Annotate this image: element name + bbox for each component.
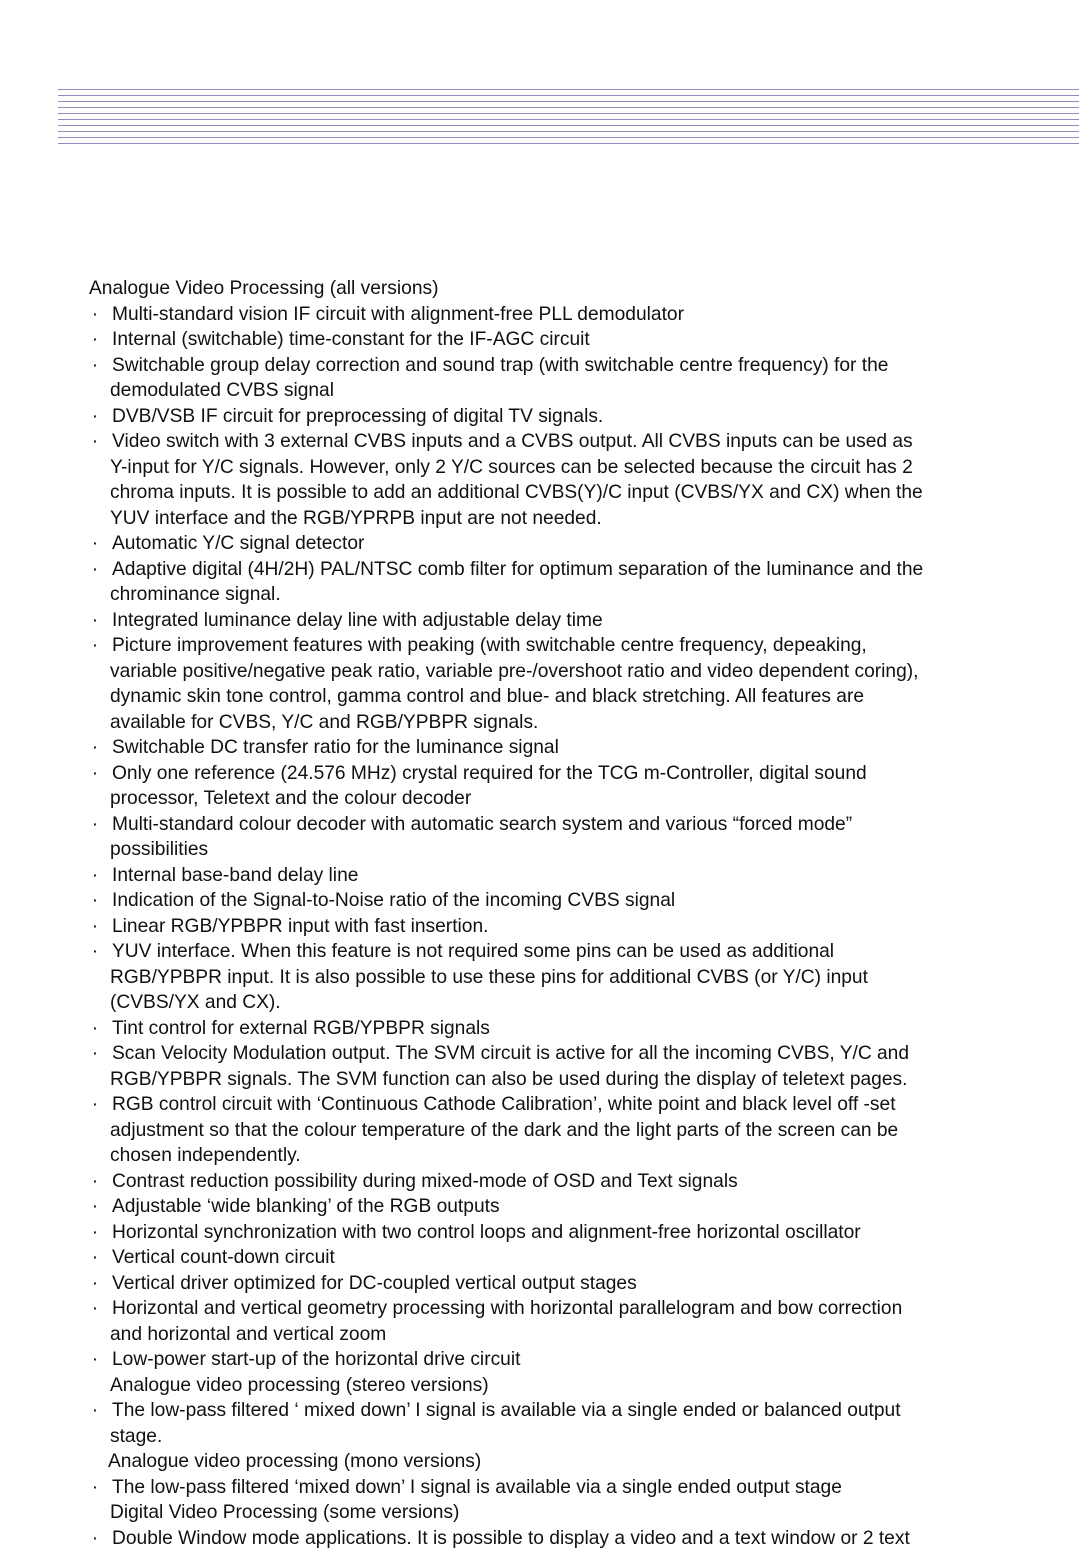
- bullet-marker: ·: [89, 404, 101, 430]
- section-subheading: [89, 1449, 1069, 1475]
- list-item-continuation: [89, 684, 1069, 710]
- line-text: Adaptive digital (4H/2H) PAL/NTSC comb filter for optimum separation of the luminance and the: [112, 557, 923, 583]
- list-item-continuation: [89, 1118, 1069, 1144]
- list-item: [89, 608, 1069, 634]
- line-text: Internal base-band delay line: [112, 863, 358, 889]
- line-text: Indication of the Signal-to-Noise ratio of the incoming CVBS signal: [112, 888, 675, 914]
- header-rule: [58, 95, 1079, 96]
- bullet-marker: ·: [89, 939, 101, 965]
- bullet-marker: ·: [89, 735, 101, 761]
- line-text: possibilities: [110, 837, 208, 863]
- list-item: [89, 1526, 1069, 1551]
- header-rule-lines: [58, 89, 1079, 149]
- line-text: available for CVBS, Y/C and RGB/YPBPR signals.: [110, 710, 538, 736]
- list-item-continuation: [89, 786, 1069, 812]
- line-text: (CVBS/YX and CX).: [110, 990, 281, 1016]
- line-text: RGB/YPBPR input. It is also possible to use these pins for additional CVBS (or Y/C) input: [110, 965, 868, 991]
- bullet-marker: ·: [89, 863, 101, 889]
- list-item: [89, 761, 1069, 787]
- bullet-marker: ·: [89, 608, 101, 634]
- line-text: chroma inputs. It is possible to add an additional CVBS(Y)/C input (CVBS/YX and CX) when the: [110, 480, 923, 506]
- line-text: Video switch with 3 external CVBS inputs and a CVBS output. All CVBS inputs can be used as: [112, 429, 913, 455]
- header-rule: [58, 131, 1079, 132]
- bullet-marker: ·: [89, 557, 101, 583]
- line-text: Y-input for Y/C signals. However, only 2 Y/C sources can be selected because the circuit has 2: [110, 455, 913, 481]
- list-item: [89, 1092, 1069, 1118]
- line-text: RGB control circuit with ‘Continuous Cathode Calibration’, white point and black level off -set: [112, 1092, 896, 1118]
- list-item: [89, 1296, 1069, 1322]
- bullet-marker: ·: [89, 914, 101, 940]
- line-text: Scan Velocity Modulation output. The SVM circuit is active for all the incoming CVBS, Y/C and: [112, 1041, 909, 1067]
- header-rule: [58, 113, 1079, 114]
- list-item-continuation: [89, 1424, 1069, 1450]
- line-text: Digital Video Processing (some versions): [110, 1500, 459, 1526]
- line-text: Automatic Y/C signal detector: [112, 531, 364, 557]
- header-rule: [58, 143, 1079, 144]
- line-text: Double Window mode applications. It is possible to display a video and a text window or 2 text: [112, 1526, 910, 1551]
- bullet-marker: ·: [89, 761, 101, 787]
- bullet-marker: ·: [89, 1526, 101, 1551]
- list-item-continuation: [89, 659, 1069, 685]
- bullet-marker: ·: [89, 1220, 101, 1246]
- bullet-marker: ·: [89, 1398, 101, 1424]
- line-text: Vertical driver optimized for DC-coupled vertical output stages: [112, 1271, 637, 1297]
- list-item-continuation: [89, 480, 1069, 506]
- line-text: stage.: [110, 1424, 162, 1450]
- list-item: [89, 914, 1069, 940]
- header-rule: [58, 125, 1079, 126]
- bullet-marker: ·: [89, 888, 101, 914]
- bullet-marker: ·: [89, 1271, 101, 1297]
- line-text: Integrated luminance delay line with adjustable delay time: [112, 608, 603, 634]
- line-text: Internal (switchable) time-constant for the IF-AGC circuit: [112, 327, 590, 353]
- list-item: [89, 939, 1069, 965]
- list-item: [89, 531, 1069, 557]
- list-item: [89, 863, 1069, 889]
- list-item: [89, 353, 1069, 379]
- line-text: Vertical count-down circuit: [112, 1245, 335, 1271]
- list-item-continuation: [89, 990, 1069, 1016]
- line-text: Adjustable ‘wide blanking’ of the RGB outputs: [112, 1194, 500, 1220]
- list-item-continuation: [89, 582, 1069, 608]
- list-item: [89, 1041, 1069, 1067]
- list-item: [89, 1016, 1069, 1042]
- line-text: chosen independently.: [110, 1143, 301, 1169]
- list-item: [89, 1194, 1069, 1220]
- bullet-marker: ·: [89, 1347, 101, 1373]
- line-text: YUV interface. When this feature is not required some pins can be used as additional: [112, 939, 834, 965]
- list-item: [89, 1347, 1069, 1373]
- line-text: The low-pass filtered ‘mixed down’ I signal is available via a single ended output stage: [112, 1475, 842, 1501]
- bullet-marker: ·: [89, 302, 101, 328]
- line-text: Multi-standard vision IF circuit with alignment-free PLL demodulator: [112, 302, 684, 328]
- list-item: [89, 1271, 1069, 1297]
- list-item: [89, 1398, 1069, 1424]
- list-item: [89, 302, 1069, 328]
- list-item-continuation: [89, 710, 1069, 736]
- list-item-continuation: [89, 1067, 1069, 1093]
- list-item: [89, 404, 1069, 430]
- bullet-marker: ·: [89, 327, 101, 353]
- list-item: [89, 1475, 1069, 1501]
- list-item-continuation: [89, 506, 1069, 532]
- bullet-marker: ·: [89, 531, 101, 557]
- list-item: [89, 557, 1069, 583]
- bullet-marker: ·: [89, 1016, 101, 1042]
- list-item: [89, 1245, 1069, 1271]
- line-text: DVB/VSB IF circuit for preprocessing of digital TV signals.: [112, 404, 603, 430]
- line-text: Analogue video processing (mono versions): [108, 1449, 481, 1475]
- list-item: [89, 1169, 1069, 1195]
- bullet-marker: ·: [89, 1296, 101, 1322]
- list-item: [89, 888, 1069, 914]
- line-text: Low-power start-up of the horizontal drive circuit: [112, 1347, 520, 1373]
- list-item-continuation: [89, 455, 1069, 481]
- list-item-continuation: [89, 1143, 1069, 1169]
- line-text: chrominance signal.: [110, 582, 281, 608]
- list-item-continuation: [89, 1500, 1069, 1526]
- line-text: Horizontal and vertical geometry processing with horizontal parallelogram and bow correction: [112, 1296, 902, 1322]
- line-text: RGB/YPBPR signals. The SVM function can also be used during the display of teletext pages.: [110, 1067, 907, 1093]
- section-heading: [89, 276, 1069, 302]
- line-text: Analogue Video Processing (all versions): [89, 276, 438, 302]
- line-text: Only one reference (24.576 MHz) crystal required for the TCG m-Controller, digital sound: [112, 761, 867, 787]
- line-text: The low-pass filtered ‘ mixed down’ I signal is available via a single ended or balanced output: [112, 1398, 901, 1424]
- bullet-marker: ·: [89, 429, 101, 455]
- line-text: variable positive/negative peak ratio, variable pre-/overshoot ratio and video dependent coring),: [110, 659, 919, 685]
- bullet-marker: ·: [89, 1194, 101, 1220]
- line-text: Linear RGB/YPBPR input with fast insertion.: [112, 914, 488, 940]
- bullet-marker: ·: [89, 1041, 101, 1067]
- list-item-continuation: [89, 378, 1069, 404]
- bullet-marker: ·: [89, 1245, 101, 1271]
- line-text: Tint control for external RGB/YPBPR signals: [112, 1016, 490, 1042]
- bullet-marker: ·: [89, 1169, 101, 1195]
- bullet-marker: ·: [89, 353, 101, 379]
- line-text: and horizontal and vertical zoom: [110, 1322, 386, 1348]
- header-rule: [58, 119, 1079, 120]
- list-item-continuation: [89, 837, 1069, 863]
- line-text: dynamic skin tone control, gamma control and blue- and black stretching. All features are: [110, 684, 864, 710]
- header-rule: [58, 101, 1079, 102]
- line-text: adjustment so that the colour temperature of the dark and the light parts of the screen can be: [110, 1118, 898, 1144]
- bullet-marker: ·: [89, 1092, 101, 1118]
- bullet-marker: ·: [89, 633, 101, 659]
- line-text: Picture improvement features with peaking (with switchable centre frequency, depeaking,: [112, 633, 867, 659]
- list-item: [89, 735, 1069, 761]
- list-item: [89, 1220, 1069, 1246]
- line-text: Contrast reduction possibility during mixed-mode of OSD and Text signals: [112, 1169, 738, 1195]
- bullet-marker: ·: [89, 812, 101, 838]
- header-rule: [58, 137, 1079, 138]
- line-text: Analogue video processing (stereo versions): [110, 1373, 489, 1399]
- list-item-continuation: [89, 965, 1069, 991]
- line-text: YUV interface and the RGB/YPRPB input are not needed.: [110, 506, 602, 532]
- line-text: processor, Teletext and the colour decoder: [110, 786, 471, 812]
- line-text: Multi-standard colour decoder with automatic search system and various “forced mode”: [112, 812, 852, 838]
- line-text: Horizontal synchronization with two control loops and alignment-free horizontal oscillator: [112, 1220, 861, 1246]
- list-item: [89, 633, 1069, 659]
- list-item: [89, 327, 1069, 353]
- line-text: demodulated CVBS signal: [110, 378, 334, 404]
- list-item: [89, 429, 1069, 455]
- list-item-continuation: [89, 1322, 1069, 1348]
- header-rule: [58, 107, 1079, 108]
- line-text: Switchable DC transfer ratio for the luminance signal: [112, 735, 559, 761]
- bullet-marker: ·: [89, 1475, 101, 1501]
- list-item-continuation: [89, 1373, 1069, 1399]
- list-item: [89, 812, 1069, 838]
- feature-list: [89, 276, 1069, 1551]
- header-rule: [58, 89, 1079, 90]
- line-text: Switchable group delay correction and sound trap (with switchable centre frequency) for the: [112, 353, 888, 379]
